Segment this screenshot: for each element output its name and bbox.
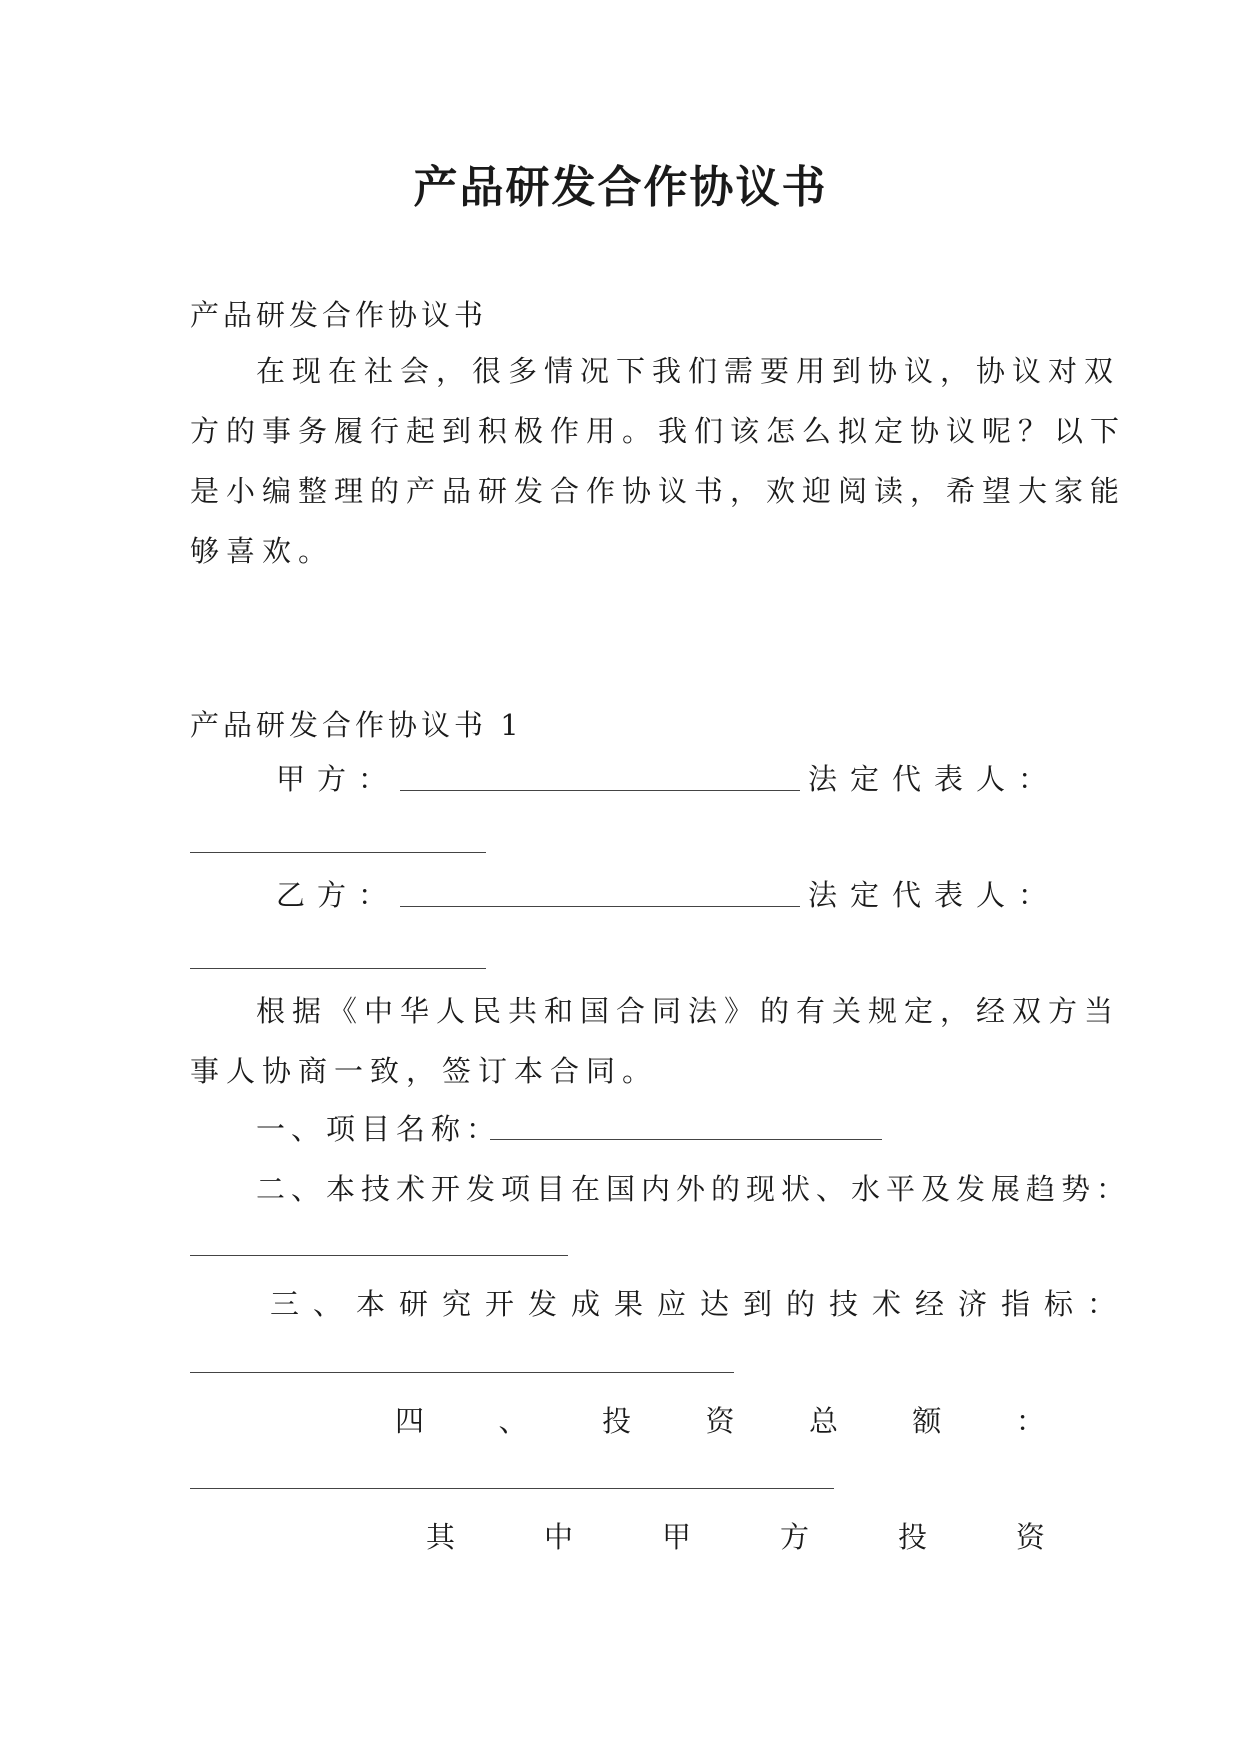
party-b-rep-blank (190, 968, 486, 969)
party-b-label: 乙方： (276, 878, 400, 912)
item5-char: 甲 (661, 1520, 691, 1554)
basis-paragraph (190, 990, 1120, 1110)
intro-heading: 产品研发合作协议书 (190, 298, 488, 332)
item4-char: 四 (395, 1404, 425, 1438)
party-a-label: 甲方： (276, 762, 400, 796)
item-project-name: 一、项目名称： (256, 1112, 502, 1146)
item-total-investment (395, 1400, 1045, 1442)
item4-char: 、 (498, 1404, 528, 1438)
status-trend-blank (190, 1255, 568, 1256)
item4-char: ： (1015, 1404, 1045, 1438)
party-a-rep-label: 法定代表人： (808, 762, 1061, 796)
total-investment-blank (190, 1488, 834, 1489)
tech-indicators-blank (190, 1372, 734, 1373)
item4-char: 投 (601, 1404, 631, 1438)
item-party-a-investment (426, 1516, 1045, 1558)
party-a-name-blank (400, 790, 800, 791)
item5-char: 资 (1015, 1520, 1045, 1554)
document-title: 产品研发合作协议书 (413, 162, 828, 213)
party-b-rep-label: 法定代表人： (808, 878, 1061, 912)
party-b-name-blank (400, 906, 800, 907)
item5-char: 投 (897, 1520, 927, 1554)
intro-line: 方的事务履行起到积极作用。我们该怎么拟定协议呢？以下 (190, 414, 1127, 448)
item4-char: 额 (912, 1404, 942, 1438)
intro-paragraph (190, 350, 1126, 590)
basis-line: 根据《中华人民共和国合同法》的有关规定，经双方当 (256, 994, 1121, 1028)
item5-char: 中 (543, 1520, 573, 1554)
item-status-trend: 二、本技术开发项目在国内外的现状、水平及发展趋势： (256, 1172, 1132, 1206)
intro-line: 够喜欢。 (190, 534, 335, 568)
basis-line: 事人协商一致，签订本合同。 (190, 1054, 659, 1088)
section-heading: 产品研发合作协议书 1 (190, 708, 523, 742)
item5-char: 其 (426, 1520, 456, 1554)
item5-char: 方 (779, 1520, 809, 1554)
project-name-blank (490, 1139, 882, 1140)
item4-char: 资 (705, 1404, 735, 1438)
intro-line: 是小编整理的产品研发合作协议书，欢迎阅读，希望大家能 (190, 474, 1127, 508)
item-tech-indicators: 三、本研究开发成果应达到的技术经济指标： (270, 1287, 1131, 1321)
party-a-rep-blank (190, 852, 486, 853)
intro-line: 在现在社会，很多情况下我们需要用到协议，协议对双 (256, 354, 1121, 388)
item4-char: 总 (808, 1404, 838, 1438)
